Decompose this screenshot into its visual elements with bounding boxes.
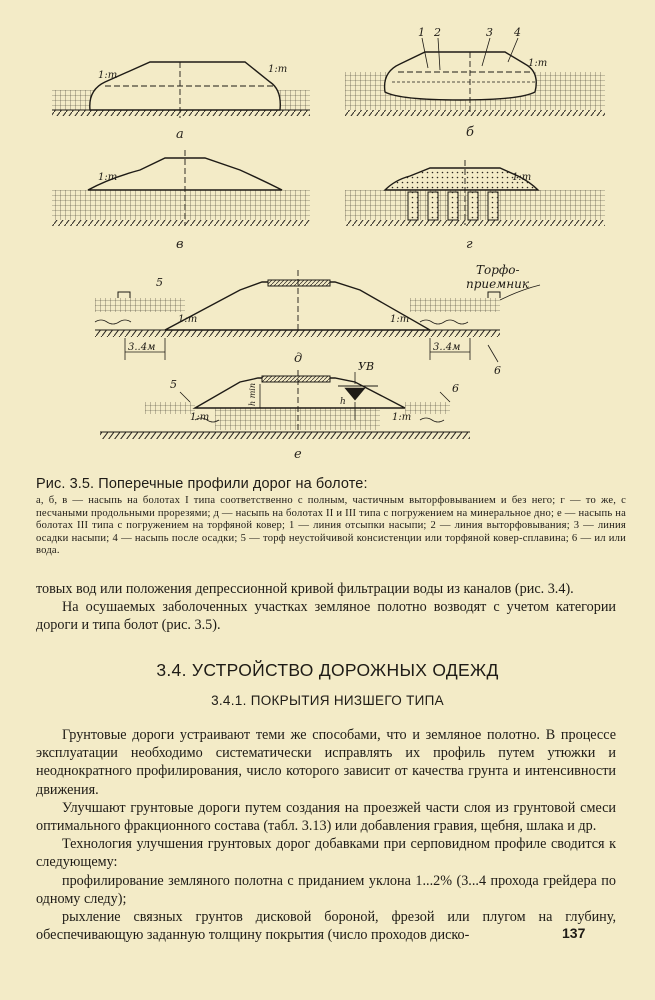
hmin-label: h min	[248, 383, 257, 406]
figure-road-profiles	[0, 0, 655, 470]
callout-1: 1	[418, 26, 425, 39]
body-intro	[36, 580, 616, 635]
torf-label-2: приемник	[466, 277, 529, 291]
paragraph-2: На осушаемых заболоченных участках земляное полотно возводят с учетом категории дороги и типа болот (рис. 3.5).	[36, 599, 616, 634]
caption-text: а, б, в — насыпь на болотах I типа соответственно с полным, частичным выторфовыванием и без него; г — то же, с песчаными продольными прорезями; д — насыпь на болотах II и III типа с погружением на минеральное дно; е — насыпь на болотах III типа с погружением на торфяной ковер; 1 — линия отсыпки насыпи; 2 — линия выторфовывания; 3 — линия осадки насыпи; 4 — насыпь после осадки; 5 — торф неустойчивой консистенции или торфяной ковер-сплавина; 6 — ил или вода.	[36, 495, 626, 557]
slope-label-d-left: 1:m	[178, 314, 198, 325]
h-label: h	[340, 397, 346, 407]
uv-label: УВ	[358, 360, 375, 373]
caption-title: Рис. 3.5. Поперечные профили дорог на болоте:	[36, 476, 368, 492]
callout-6-d: 6	[494, 364, 501, 377]
panel-label-d: д	[294, 351, 303, 366]
slope-label-e-left: 1:m	[190, 412, 210, 423]
slope-label-d-right: 1:m	[390, 314, 410, 325]
panel-b	[345, 38, 605, 116]
dist-label-left: 3..4м	[128, 342, 156, 353]
slope-label-v: 1:m	[98, 172, 118, 183]
paragraph-4: Улучшают грунтовые дороги путем создания на проезжей части слоя из грунтовой смеси оптимального фракционного состава (табл. 3.13) или добавления гравия, щебня, шлака и др.	[36, 799, 616, 835]
panel-e	[100, 370, 470, 439]
slope-label-b: 1:m	[528, 58, 548, 69]
torf-label-1: Торфо-	[476, 263, 520, 277]
callout-3: 3	[486, 26, 493, 39]
slope-label-a-right: 1:m	[268, 64, 288, 75]
callout-4: 4	[514, 26, 521, 39]
page-number: 137	[562, 925, 586, 941]
subsection-title: 3.4.1. ПОКРЫТИЯ НИЗШЕГО ТИПА	[211, 693, 444, 708]
callout-5-e: 5	[170, 378, 177, 391]
slope-label-a-left: 1:m	[98, 70, 118, 81]
paragraph-7: рыхление связных грунтов дисковой бороной, фрезой или плугом на глубину, обеспечивающую заданную толщину покрытия (число проходов диско-	[36, 909, 616, 944]
section-title: 3.4. УСТРОЙСТВО ДОРОЖНЫХ ОДЕЖД	[156, 660, 499, 680]
paragraph-5: Технология улучшения грунтовых дорог добавками при серповидном профиле сводится к следующему:	[36, 836, 616, 871]
paragraph-3: Грунтовые дороги устраивают теми же способами, что и земляное полотно. В процессе эксплуатации необходимо систематически исправлять их профиль путем утюжки и неоднократного профилирования, число которого зависит от качества грунта и интенсивности движения.	[36, 727, 616, 798]
callout-2: 2	[434, 26, 441, 39]
body-main	[36, 726, 616, 944]
callout-5-d: 5	[156, 276, 163, 289]
panel-label-g: г	[466, 237, 473, 252]
panel-g	[345, 160, 605, 226]
dist-label-right: 3..4м	[433, 342, 461, 353]
paragraph-6: профилирование земляного полотна с приданием уклона 1...2% (3...4 прохода грейдера по одному следу);	[36, 872, 616, 907]
slope-label-e-right: 1:m	[392, 412, 412, 423]
paragraph-1: товых вод или положения депрессионной кривой фильтрации воды из каналов (рис. 3.4).	[36, 581, 574, 597]
figure-caption	[36, 476, 626, 558]
panel-label-b: б	[466, 125, 474, 140]
panel-v	[52, 150, 310, 226]
panel-label-a: а	[176, 127, 184, 142]
panel-label-e: е	[294, 447, 302, 462]
slope-label-g: 1:m	[512, 172, 532, 183]
callout-6-e: 6	[452, 382, 459, 395]
panel-label-v: в	[176, 237, 184, 252]
